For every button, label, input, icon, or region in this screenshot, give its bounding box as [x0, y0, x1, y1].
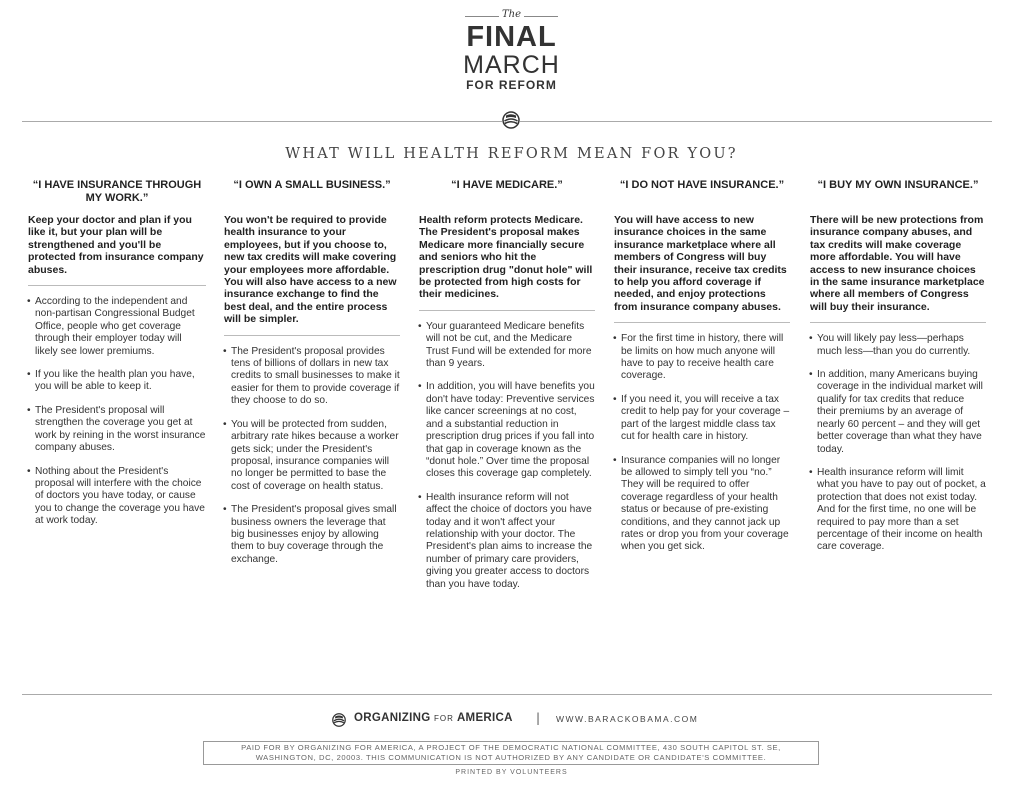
column-intro: Health reform protects Medicare. The President's proposal makes Medicare more financially secure and seniors who hit the prescription drug "donut hole" will be protected from high costs for their medicines.	[419, 214, 593, 301]
column-heading: “I BUY MY OWN INSURANCE.”	[817, 179, 979, 191]
bullet-list	[224, 346, 400, 567]
page-question: WHAT WILL HEALTH REFORM MEAN FOR YOU?	[285, 146, 738, 162]
bullet-item: • Health insurance reform will limit what you have to pay out of pocket, a protection that does not exist today. And for the first time, no one will be required to pay more than a set percentage of their income on health care coverage.	[810, 467, 986, 554]
ofa-america: AMERICA	[456, 712, 513, 724]
bullet-item: • According to the independent and non-partisan Congressional Budget Office, people who get coverage through their employer today will likely see lower premiums.	[28, 296, 206, 358]
bullet-item: • In addition, you will have benefits you don't have today: Preventive services like cancer screenings at no cost, and a substantial reduction in prescription drug prices if you fall into that gap in coverage known as the “donut hole.” Over time the proposal closes this coverage gap completely.	[419, 381, 595, 480]
bullet-item: • Your guaranteed Medicare benefits will not be cut, and the Medicare Trust Fund will be extended for more than 9 years.	[419, 321, 595, 371]
bullet-item: • The President's proposal gives small business owners the leverage that big businesses enjoy by allowing them to buy coverage through the exchange.	[224, 504, 400, 566]
bottom-divider	[22, 694, 992, 695]
bullet-list	[28, 296, 206, 528]
disclaimer-line-2: WASHINGTON, DC, 20003. THIS COMMUNICATION IS NOT AUTHORIZED BY ANY CANDIDATE OR CANDIDATE'S COMMITTEE.	[255, 753, 767, 762]
column-own-insurance	[810, 179, 986, 565]
column-divider	[614, 322, 790, 323]
bullet-item: • The President's proposal will strengthen the coverage you get at work by reining in the worst insurance company abuses.	[28, 405, 206, 455]
bullet-list	[810, 333, 986, 554]
bullet-list	[419, 321, 595, 591]
bullet-item: • If you need it, you will receive a tax credit to help pay for your coverage – part of the largest middle class tax cut for health care in history.	[614, 394, 790, 444]
column-medicare	[419, 179, 595, 602]
ofa-for: FOR	[433, 714, 454, 723]
column-insurance-work	[28, 179, 206, 539]
column-divider	[810, 322, 986, 323]
paid-for-disclaimer	[203, 741, 819, 765]
column-intro: Keep your doctor and plan if you like it, but your plan will be strengthened and you'll be protected from insurance company abuses.	[28, 214, 204, 276]
column-divider	[419, 310, 595, 311]
column-heading: “I HAVE MEDICARE.”	[451, 179, 563, 191]
column-intro: There will be new protections from insurance company abuses, and tax credits will make coverage more affordable. You will have access to new insurance choices in the same insurance marketplace where all members of Congress will buy their insurance.	[810, 214, 985, 313]
column-small-business	[224, 179, 400, 577]
footer	[0, 711, 1023, 729]
disclaimer-line-1: PAID FOR BY ORGANIZING FOR AMERICA, A PROJECT OF THE DEMOCRATIC NATIONAL COMMITTEE, 430 SOUTH CAPITOL ST. SE,	[241, 743, 781, 752]
ofa-organizing: ORGANIZING	[354, 712, 431, 724]
bullet-list	[614, 333, 790, 554]
masthead-the: The	[501, 9, 522, 20]
column-divider	[28, 285, 206, 286]
column-heading: “I DO NOT HAVE INSURANCE.”	[619, 179, 785, 191]
obama-sunrise-icon	[502, 111, 520, 129]
column-heading: “I OWN A SMALL BUSINESS.”	[233, 179, 391, 191]
bullet-item: • If you like the health plan you have, you will be able to keep it.	[28, 369, 206, 394]
column-divider	[224, 335, 400, 336]
bullet-item: • You will likely pay less—perhaps much less—than you do currently.	[810, 333, 986, 358]
ofa-logo-icon	[332, 712, 346, 726]
bullet-item: • In addition, many Americans buying coverage in the individual market will qualify for tax credits that reduce their premiums by an average of nearly 60 percent – and they will get better coverage than what they have today.	[810, 369, 986, 456]
masthead-march: MARCH	[463, 51, 560, 79]
bullet-item: • For the first time in history, there will be limits on how much anyone will have to pay to receive health care coverage.	[614, 333, 790, 383]
bullet-item: • Nothing about the President's proposal will interfere with the choice of doctors you have today, or cause you to change the coverage you have at work today.	[28, 466, 206, 528]
column-no-insurance	[614, 179, 790, 565]
website-link[interactable]: WWW.BARACKOBAMA.COM	[556, 714, 699, 724]
bullet-item: • Health insurance reform will not affect the choice of doctors you have today and it won't affect your relationship with your doctor. The President's plan aims to increase the number of primary care providers, giving you greater access to doctors than you have today.	[419, 492, 595, 591]
bullet-item: • The President's proposal provides tens of billions of dollars in new tax credits to small businesses to make it easier for them to provide coverage if they choose to do so.	[224, 346, 400, 408]
bullet-item: • Insurance companies will no longer be allowed to simply tell you “no.” They will be required to offer coverage regardless of your health status or because of pre-existing conditions, and they cannot jack up rates or drop you from your coverage when you get sick.	[614, 455, 790, 554]
column-heading: “I HAVE INSURANCE THROUGH MY WORK.”	[32, 179, 202, 204]
masthead-final: FINAL	[466, 21, 557, 53]
column-intro: You will have access to new insurance choices in the same insurance marketplace where all members of Congress will buy their insurance, receive tax credits to help you afford coverage if needed, and enjoy protections from insurance company abuses.	[614, 214, 787, 313]
ofa-wordmark	[354, 712, 513, 724]
printed-by: PRINTED BY VOLUNTEERS	[455, 769, 568, 776]
masthead-for-reform: FOR REFORM	[466, 78, 557, 92]
column-intro: You won't be required to provide health insurance to your employees, but if you choose to, new tax credits will make covering your employees more affordable. You will also have access to a new insurance exchange to find the best deal, and the entire process will be simpler.	[224, 214, 397, 326]
footer-separator: |	[536, 711, 541, 725]
bullet-item: • You will be protected from sudden, arbitrary rate hikes because a worker gets sick; under the President's proposal, insurance companies will no longer be permitted to base the cost of coverage on health status.	[224, 419, 400, 493]
